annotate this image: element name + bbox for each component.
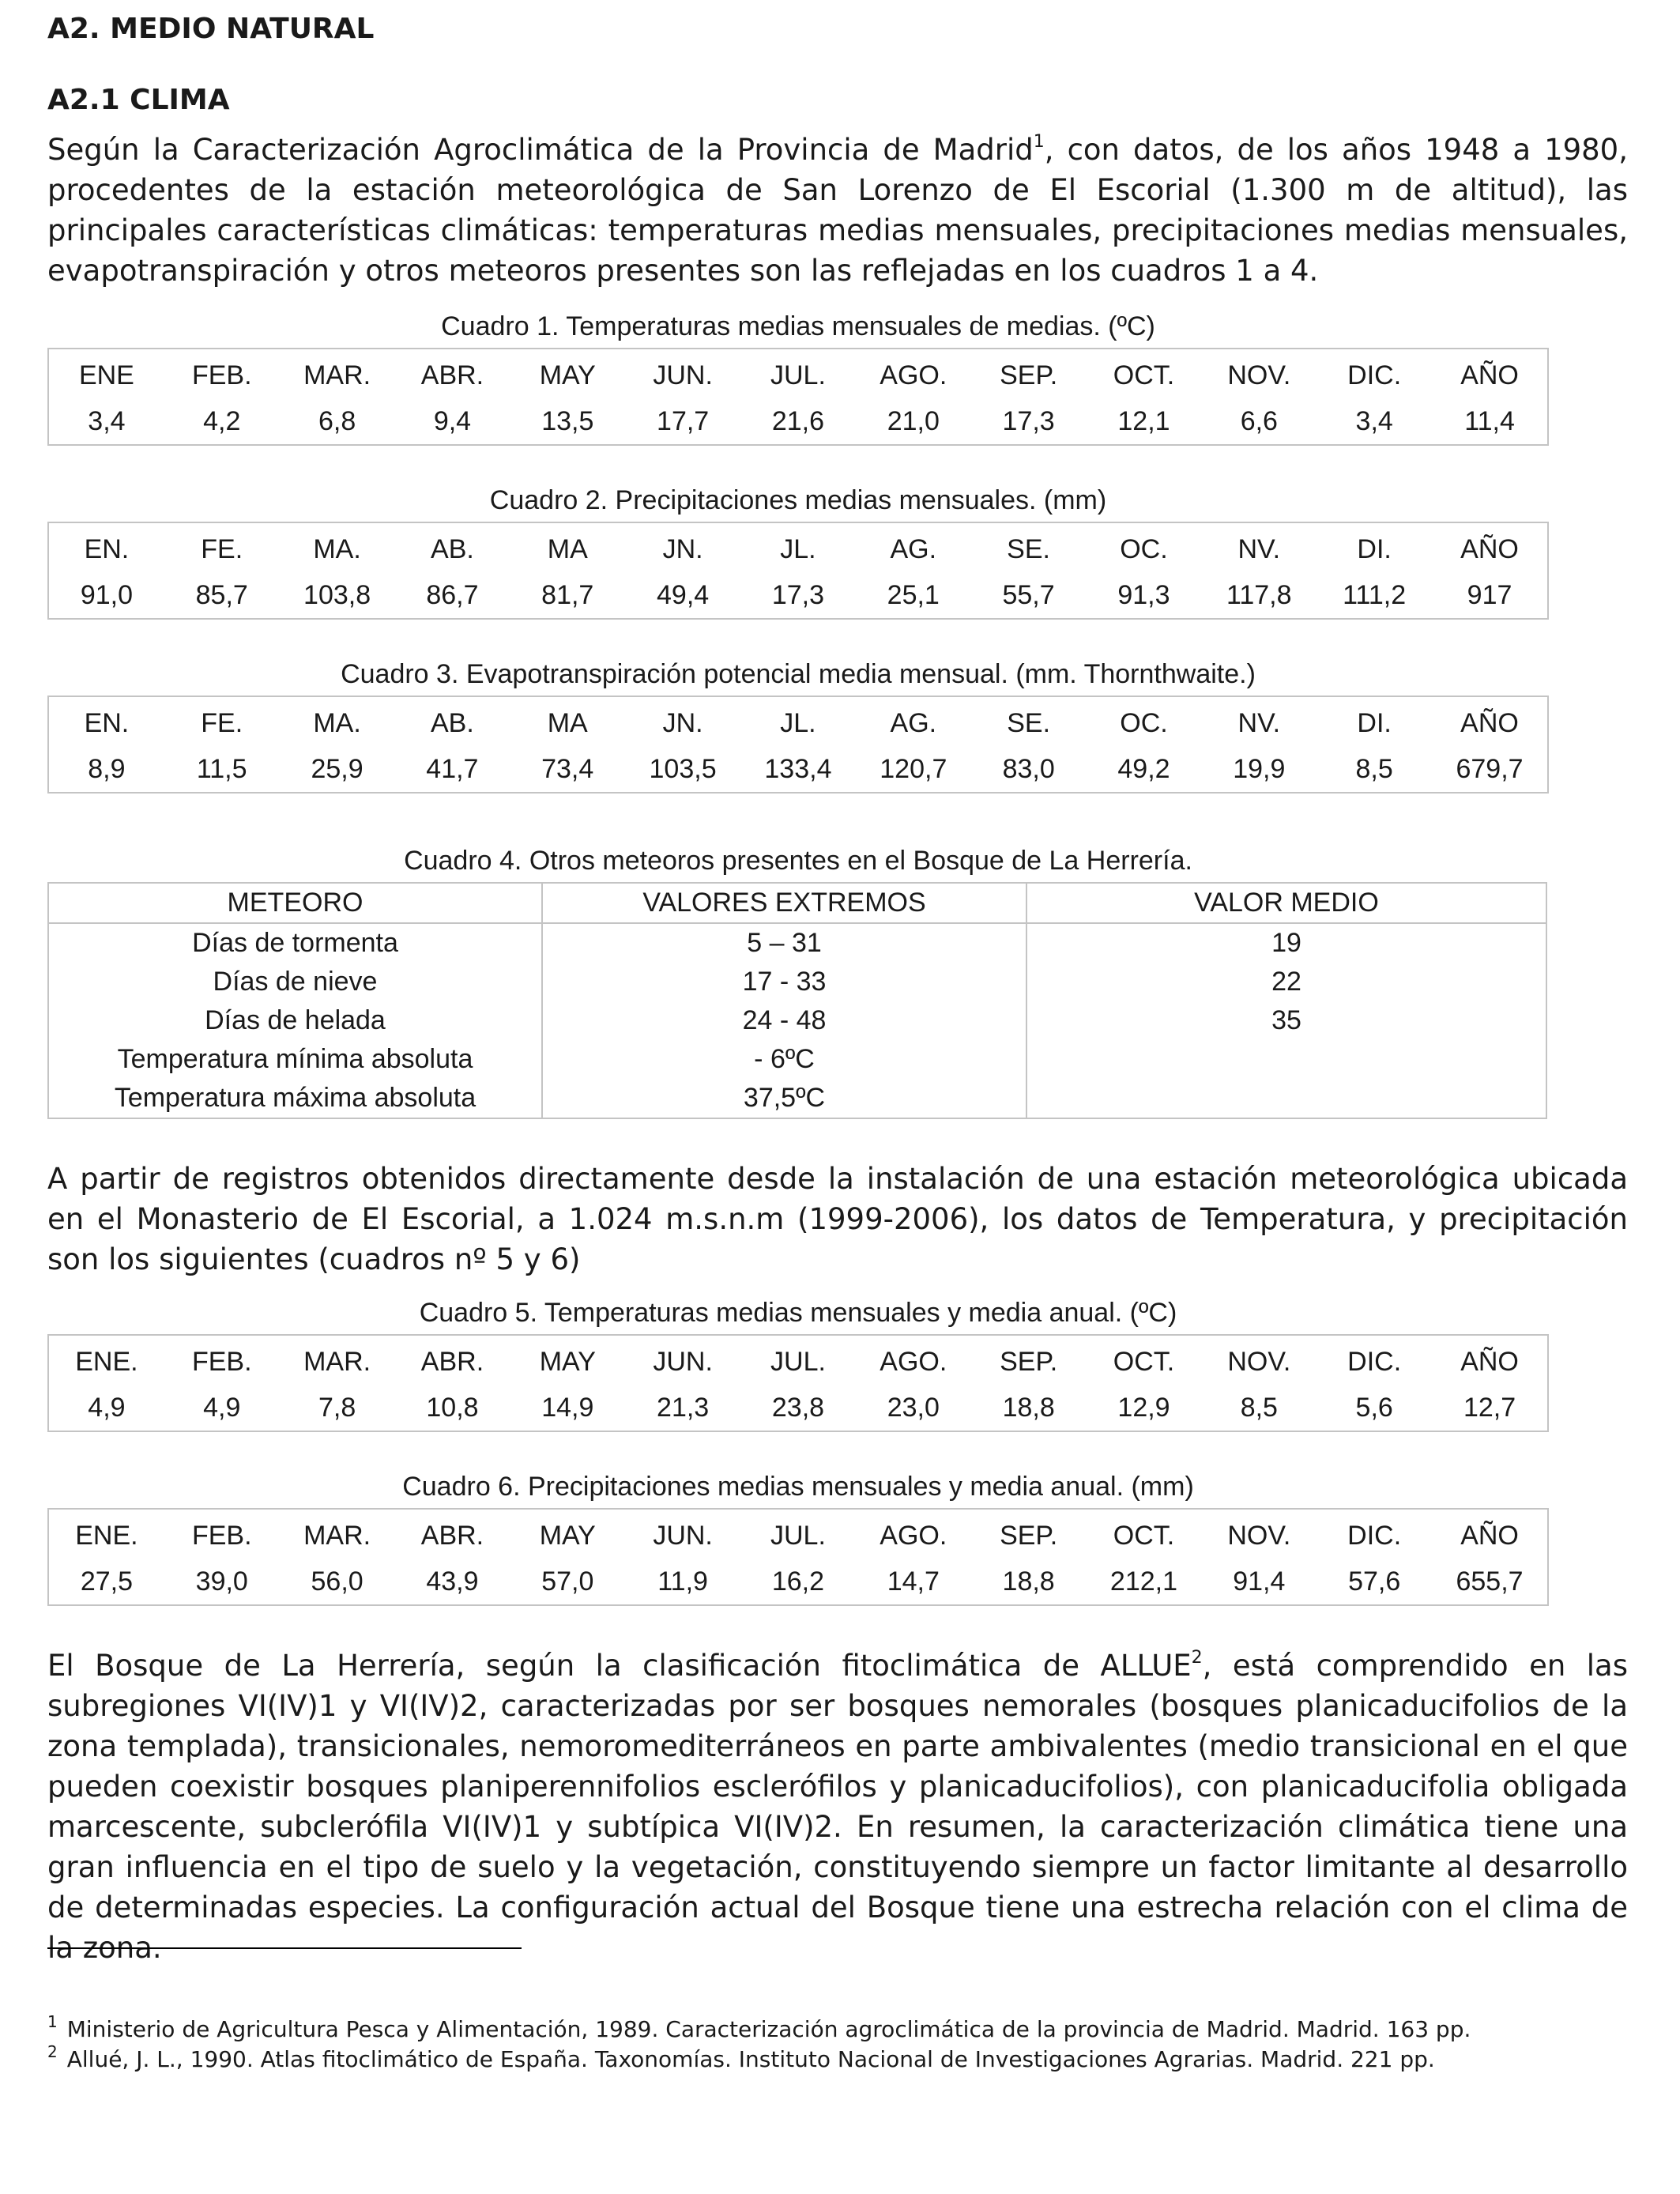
escorial-paragraph: A partir de registros obtenidos directamente desde la instalación de una estación meteorológica ubicada en el Monasterio de El Escorial, a 1.024 m.s.n.m (1999-2006), los datos de Temperatura, y precipitación son los siguientes (cuadros nº 5 y 6) xyxy=(47,1162,1628,1276)
meteoro-cell: Días de helada xyxy=(48,1001,542,1040)
intro-text-b: , con datos, de los años 1948 a 1980, procedentes de la estación meteorológica de San Lorenzo de El Escorial (1.300 m de altitud), las principales características climáticas: temperaturas medias mensuales, precipitaciones medias mensuales, evapotranspiración y otros meteoros presentes son las reflejadas en los cuadros 1 a 4. xyxy=(47,133,1628,288)
footnote-number: 1 xyxy=(47,2012,58,2031)
month-value-cell: 55,7 xyxy=(1002,579,1055,610)
table-row xyxy=(48,1040,1546,1079)
month-header-cell: JUN. xyxy=(653,360,713,390)
table-values-row xyxy=(48,572,1548,619)
month-value-cell: 83,0 xyxy=(1002,753,1055,784)
month-value-cell: 3,4 xyxy=(88,405,126,436)
month-header-cell: NOV. xyxy=(1227,1346,1291,1377)
month-header-cell: ABR. xyxy=(420,1520,484,1551)
meteoro-cell: Días de nieve xyxy=(48,963,542,1001)
month-header-cell: FE. xyxy=(201,707,243,738)
cuadro3-caption: Cuadro 3. Evapotranspiración potencial media mensual. (mm. Thornthwaite.) xyxy=(341,659,1256,689)
month-header-cell: OC. xyxy=(1120,707,1168,738)
footnote-1 xyxy=(47,2012,1471,2044)
intro-text-a: Según la Caracterización Agroclimática de la Provincia de Madrid xyxy=(47,133,1034,167)
month-value-cell: 12,1 xyxy=(1117,405,1170,436)
fitoclimatic-paragraph xyxy=(47,1646,1628,1968)
meteoro-cell: Temperatura máxima absoluta xyxy=(48,1079,542,1118)
month-header-cell: JUL. xyxy=(770,360,826,390)
month-value-cell: 4,2 xyxy=(203,405,241,436)
month-header-cell: ABR. xyxy=(420,360,484,390)
month-header-cell: JL. xyxy=(780,533,816,564)
month-value-cell: 8,5 xyxy=(1240,1392,1278,1423)
month-header-cell: JUL. xyxy=(770,1520,826,1551)
month-header-cell: DI. xyxy=(1357,533,1392,564)
month-value-cell: 8,9 xyxy=(88,753,126,784)
month-header-cell: EN. xyxy=(84,707,130,738)
month-value-cell: 103,5 xyxy=(649,753,717,784)
month-header-cell: JN. xyxy=(662,533,703,564)
month-header-cell: OCT. xyxy=(1113,1520,1175,1551)
month-header-cell: MA xyxy=(547,707,588,738)
month-header-cell: AÑO xyxy=(1460,1520,1519,1551)
month-value-cell: 49,4 xyxy=(657,579,710,610)
month-value-cell: 655,7 xyxy=(1456,1566,1524,1596)
month-header-cell: MAR. xyxy=(303,1520,371,1551)
extremos-cell: - 6ºC xyxy=(542,1040,1026,1079)
month-header-cell: JUN. xyxy=(653,1346,713,1377)
month-value-cell: 91,3 xyxy=(1117,579,1170,610)
month-header-cell: OCT. xyxy=(1113,1346,1175,1377)
month-value-cell: 6,8 xyxy=(318,405,356,436)
month-value-cell: 85,7 xyxy=(195,579,248,610)
table-values-row xyxy=(48,746,1548,793)
cuadro4-table xyxy=(47,882,1547,1119)
medio-cell: 35 xyxy=(1026,1001,1546,1040)
cuadro3-table xyxy=(47,696,1549,794)
month-header-cell: FEB. xyxy=(191,1346,252,1377)
month-header-cell: AGO. xyxy=(880,1346,947,1377)
month-value-cell: 49,2 xyxy=(1117,753,1170,784)
month-header-cell: SEP. xyxy=(1000,1520,1058,1551)
fitoclimatic-text-a: El Bosque de La Herrería, según la clasificación fitoclimática de ALLUE xyxy=(47,1649,1192,1683)
month-value-cell: 91,0 xyxy=(80,579,133,610)
extremos-cell: 24 - 48 xyxy=(542,1001,1026,1040)
month-value-cell: 18,8 xyxy=(1002,1392,1055,1423)
month-value-cell: 18,8 xyxy=(1002,1566,1055,1596)
month-header-cell: DIC. xyxy=(1347,1346,1402,1377)
month-header-cell: AG. xyxy=(890,707,937,738)
month-header-cell: JUL. xyxy=(770,1346,826,1377)
cuadro4-caption: Cuadro 4. Otros meteoros presentes en el Bosque de La Herrería. xyxy=(404,846,1192,876)
month-value-cell: 27,5 xyxy=(80,1566,134,1596)
month-value-cell: 25,1 xyxy=(887,579,940,610)
month-header-cell: OC. xyxy=(1120,533,1168,564)
month-header-cell: JL. xyxy=(780,707,816,738)
cuadro1-table xyxy=(47,348,1549,446)
medio-cell: 19 xyxy=(1026,923,1546,963)
table-header-row xyxy=(48,696,1548,746)
month-header-cell: FEB. xyxy=(191,1520,252,1551)
month-value-cell: 17,3 xyxy=(1002,405,1055,436)
month-value-cell: 23,8 xyxy=(771,1392,825,1423)
cuadro2-table xyxy=(47,522,1549,620)
month-value-cell: 12,9 xyxy=(1117,1392,1170,1423)
month-header-cell: NOV. xyxy=(1227,360,1291,390)
month-value-cell: 11,9 xyxy=(657,1566,708,1596)
month-value-cell: 10,8 xyxy=(426,1392,479,1423)
month-header-cell: AB. xyxy=(431,533,474,564)
month-value-cell: 16,2 xyxy=(771,1566,825,1596)
month-value-cell: 5,6 xyxy=(1355,1392,1393,1423)
month-header-cell: MAR. xyxy=(303,1346,371,1377)
table-row xyxy=(48,923,1546,963)
footnote-ref-2[interactable]: 2 xyxy=(1191,1648,1203,1668)
month-value-cell: 56,0 xyxy=(311,1566,363,1596)
month-value-cell: 7,8 xyxy=(318,1392,356,1423)
table-values-row xyxy=(48,1559,1548,1605)
medio-cell: 22 xyxy=(1026,963,1546,1001)
month-header-cell: EN. xyxy=(84,533,130,564)
month-value-cell: 25,9 xyxy=(311,753,363,784)
cuadro1-caption: Cuadro 1. Temperaturas medias mensuales de medias. (ºC) xyxy=(441,311,1155,341)
month-value-cell: 679,7 xyxy=(1456,753,1524,784)
month-value-cell: 17,3 xyxy=(771,579,825,610)
month-header-cell: ENE. xyxy=(75,1520,138,1551)
cuadro2-caption: Cuadro 2. Precipitaciones medias mensuales. (mm) xyxy=(489,485,1107,515)
month-value-cell: 117,8 xyxy=(1226,579,1292,610)
month-header-cell: NV. xyxy=(1237,533,1281,564)
month-value-cell: 21,0 xyxy=(887,405,940,436)
month-header-cell: AÑO xyxy=(1460,707,1519,738)
meteoro-header: METEORO xyxy=(48,883,542,923)
month-value-cell: 57,0 xyxy=(541,1566,594,1596)
month-value-cell: 91,4 xyxy=(1233,1566,1286,1596)
month-header-cell: MA. xyxy=(313,707,361,738)
month-header-cell: NV. xyxy=(1237,707,1281,738)
month-value-cell: 11,4 xyxy=(1464,405,1515,436)
table-header-row xyxy=(48,1335,1548,1385)
medio-header: VALOR MEDIO xyxy=(1026,883,1546,923)
table-header-row xyxy=(48,349,1548,398)
table-header-row xyxy=(48,1509,1548,1559)
table-values-row xyxy=(48,1385,1548,1431)
extremos-cell: 5 – 31 xyxy=(542,923,1026,963)
month-value-cell: 39,0 xyxy=(195,1566,248,1596)
month-header-cell: MA xyxy=(547,533,588,564)
month-value-cell: 41,7 xyxy=(426,753,479,784)
extremos-header: VALORES EXTREMOS xyxy=(542,883,1026,923)
month-header-cell: JN. xyxy=(662,707,703,738)
month-value-cell: 57,6 xyxy=(1348,1566,1401,1596)
medio-cell xyxy=(1026,1079,1546,1118)
month-value-cell: 81,7 xyxy=(541,579,594,610)
month-value-cell: 4,9 xyxy=(88,1392,126,1423)
table-values-row xyxy=(48,398,1548,445)
month-value-cell: 120,7 xyxy=(880,753,947,784)
month-header-cell: MAY xyxy=(539,360,596,390)
month-header-cell: JUN. xyxy=(653,1520,713,1551)
intro-paragraph xyxy=(47,130,1628,291)
month-value-cell: 9,4 xyxy=(433,405,472,436)
month-header-cell: AGO. xyxy=(880,360,947,390)
month-value-cell: 4,9 xyxy=(203,1392,241,1423)
month-header-cell: NOV. xyxy=(1227,1520,1291,1551)
section-heading: A2. MEDIO NATURAL xyxy=(47,13,375,45)
month-header-cell: DIC. xyxy=(1347,360,1402,390)
footnote-divider xyxy=(47,1947,522,1949)
month-value-cell: 19,9 xyxy=(1233,753,1286,784)
month-value-cell: 73,4 xyxy=(541,753,594,784)
subsection-heading: A2.1 CLIMA xyxy=(47,84,230,116)
month-value-cell: 212,1 xyxy=(1109,1566,1178,1596)
meteoro-cell: Días de tormenta xyxy=(48,923,542,963)
month-header-cell: OCT. xyxy=(1113,360,1175,390)
extremos-cell: 17 - 33 xyxy=(542,963,1026,1001)
month-header-cell: SE. xyxy=(1007,707,1051,738)
month-header-cell: SEP. xyxy=(1000,360,1058,390)
month-value-cell: 111,2 xyxy=(1343,579,1407,610)
cuadro6-table xyxy=(47,1508,1549,1606)
footnote-number: 2 xyxy=(47,2042,58,2061)
table-row xyxy=(48,1001,1546,1040)
month-value-cell: 86,7 xyxy=(426,579,479,610)
month-value-cell: 17,7 xyxy=(657,405,710,436)
month-value-cell: 8,5 xyxy=(1355,753,1393,784)
extremos-cell: 37,5ºC xyxy=(542,1079,1026,1118)
month-value-cell: 21,3 xyxy=(657,1392,710,1423)
month-value-cell: 6,6 xyxy=(1240,405,1278,436)
month-value-cell: 43,9 xyxy=(426,1566,479,1596)
month-header-cell: AÑO xyxy=(1460,533,1519,564)
month-value-cell: 13,5 xyxy=(541,405,594,436)
month-header-cell: MA. xyxy=(313,533,361,564)
month-header-cell: AG. xyxy=(890,533,937,564)
month-value-cell: 3,4 xyxy=(1355,405,1393,436)
month-header-cell: AB. xyxy=(430,707,474,738)
month-header-cell: ABR. xyxy=(420,1346,484,1377)
month-value-cell: 12,7 xyxy=(1463,1392,1516,1423)
meteoro-cell: Temperatura mínima absoluta xyxy=(48,1040,542,1079)
fitoclimatic-text-b: , está comprendido en las subregiones VI(IV)1 y VI(IV)2, caracterizadas por ser bosques nemorales (bosques planicaducifolios de la zona templada), transicionales, nemoromediterráneos en parte ambivalentes (medio transicional en el que pueden coexistir bosques planiperennifolios esclerófilos y planicaducifolios), con planicaducifolia obligada marcescente, subclerófila VI(IV)1 y subtípica VI(IV)2. En resumen, la caracterización climática tiene una gran influencia en el tipo de suelo y la vegetación, constituyendo siempre un factor limitante al desarrollo de determinadas especies. La configuración actual del Bosque tiene una estrecha relación con el clima de la zona. xyxy=(47,1649,1628,1965)
month-header-cell: DI. xyxy=(1357,707,1392,738)
table-row xyxy=(48,963,1546,1001)
month-header-cell: ENE. xyxy=(75,1346,138,1377)
month-value-cell: 133,4 xyxy=(764,753,832,784)
month-value-cell: 14,9 xyxy=(541,1392,594,1423)
footnote-ref-1[interactable]: 1 xyxy=(1033,132,1045,152)
table-row xyxy=(48,1079,1546,1118)
month-header-cell: ENE xyxy=(78,360,134,390)
month-header-cell: FE. xyxy=(201,533,243,564)
month-value-cell: 14,7 xyxy=(887,1566,940,1596)
month-value-cell: 21,6 xyxy=(771,405,825,436)
month-value-cell: 917 xyxy=(1467,579,1512,610)
month-header-cell: DIC. xyxy=(1347,1520,1402,1551)
cuadro5-caption: Cuadro 5. Temperaturas medias mensuales y media anual. (ºC) xyxy=(419,1298,1177,1328)
footnote-2 xyxy=(47,2042,1435,2074)
month-value-cell: 103,8 xyxy=(303,579,371,610)
footnote-text: Ministerio de Agricultura Pesca y Alimentación, 1989. Caracterización agroclimática de la provincia de Madrid. Madrid. 163 pp. xyxy=(66,2016,1471,2042)
medio-cell xyxy=(1026,1040,1546,1079)
month-header-cell: AÑO xyxy=(1460,1346,1519,1377)
month-header-cell: SE. xyxy=(1007,533,1050,564)
month-header-cell: MAY xyxy=(539,1346,596,1377)
cuadro6-caption: Cuadro 6. Precipitaciones medias mensuales y media anual. (mm) xyxy=(402,1472,1194,1502)
table-header-row xyxy=(48,883,1546,923)
month-header-cell: MAY xyxy=(539,1520,596,1551)
footnote-text: Allué, J. L., 1990. Atlas fitoclimático de España. Taxonomías. Instituto Nacional de Investigaciones Agrarias. Madrid. 221 pp. xyxy=(66,2046,1435,2072)
month-value-cell: 11,5 xyxy=(196,753,247,784)
table-header-row xyxy=(48,522,1548,572)
month-value-cell: 23,0 xyxy=(887,1392,940,1423)
month-header-cell: FEB. xyxy=(191,360,252,390)
month-header-cell: SEP. xyxy=(1000,1346,1058,1377)
month-header-cell: MAR. xyxy=(303,360,371,390)
cuadro5-table xyxy=(47,1334,1549,1432)
month-header-cell: AÑO xyxy=(1460,360,1519,390)
month-header-cell: AGO. xyxy=(880,1520,947,1551)
